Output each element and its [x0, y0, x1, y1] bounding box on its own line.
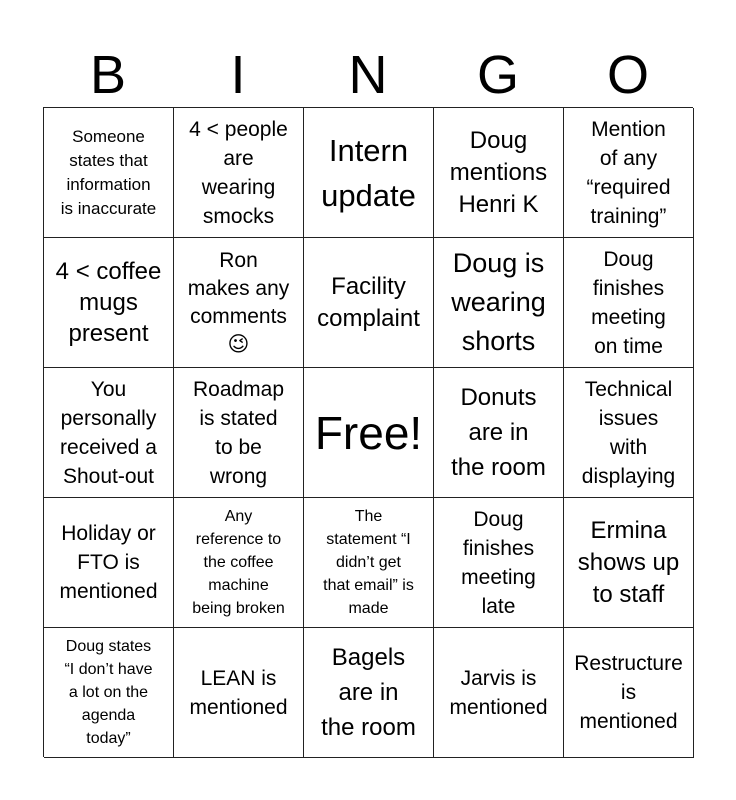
- bingo-cell-r1c4[interactable]: [434, 108, 564, 238]
- cell-text: Ron makes any comments 😉: [187, 248, 290, 356]
- bingo-cell-r1c5[interactable]: [564, 108, 694, 238]
- header-letter-g: G: [476, 45, 519, 105]
- header-letter-o: O: [606, 45, 649, 105]
- cell-text: Restructure is mentioned: [574, 652, 683, 733]
- bingo-cell-r3c1[interactable]: [44, 368, 174, 498]
- cell-text: Doug is wearing shorts: [451, 248, 546, 356]
- bingo-cell-r2c5[interactable]: [564, 238, 694, 368]
- bingo-cell-r2c4[interactable]: [434, 238, 564, 368]
- header-letter-b: B: [89, 45, 127, 105]
- cell-text: Technical issues with displaying: [581, 377, 676, 488]
- cell-text: Holiday or FTO is mentioned: [59, 522, 158, 603]
- cell-text: Mention of any “required training”: [586, 117, 671, 228]
- bingo-cell-r1c2[interactable]: [174, 108, 304, 238]
- bingo-board: [43, 107, 693, 757]
- cell-text: 4 < coffee mugs present: [55, 258, 162, 347]
- bingo-cell-r3c5[interactable]: [564, 368, 694, 498]
- bingo-cell-r2c2[interactable]: [174, 238, 304, 368]
- cell-text: Doug finishes meeting late: [461, 507, 536, 618]
- cell-text: 4 < people are wearing smocks: [189, 117, 288, 228]
- bingo-cell-r2c1[interactable]: [44, 238, 174, 368]
- cell-text: The statement “I didn’t get that email” is made: [323, 508, 414, 617]
- bingo-cell-r5c1[interactable]: [44, 628, 174, 758]
- cell-text: Doug states “I don’t have a lot on the agenda today”: [64, 638, 153, 747]
- bingo-cell-r4c5[interactable]: [564, 498, 694, 628]
- bingo-cell-r5c4[interactable]: [434, 628, 564, 758]
- bingo-cell-r3c3[interactable]: [304, 368, 434, 498]
- cell-text: Any reference to the coffee machine being broken: [192, 508, 285, 617]
- bingo-cell-r4c1[interactable]: [44, 498, 174, 628]
- bingo-cell-r3c4[interactable]: [434, 368, 564, 498]
- cell-text: Jarvis is mentioned: [449, 666, 548, 719]
- free-space-label: Free!: [314, 406, 423, 459]
- bingo-cell-r3c2[interactable]: [174, 368, 304, 498]
- bingo-cell-r1c3[interactable]: [304, 108, 434, 238]
- bingo-cell-r5c2[interactable]: [174, 628, 304, 758]
- cell-text: Roadmap is stated to be wrong: [192, 377, 285, 488]
- header-letter-i: I: [230, 45, 246, 105]
- bingo-cell-r5c3[interactable]: [304, 628, 434, 758]
- cell-text: Facility complaint: [317, 272, 420, 332]
- bingo-header: [43, 45, 693, 105]
- cell-text: Ermina shows up to staff: [577, 516, 680, 608]
- cell-text: Intern update: [321, 132, 416, 213]
- bingo-cell-r4c4[interactable]: [434, 498, 564, 628]
- cell-text: Bagels are in the room: [321, 644, 416, 741]
- bingo-cell-r1c1[interactable]: [44, 108, 174, 238]
- cell-text: LEAN is mentioned: [189, 666, 288, 719]
- bingo-cell-r5c5[interactable]: [564, 628, 694, 758]
- bingo-cell-r4c2[interactable]: [174, 498, 304, 628]
- cell-text: Doug finishes meeting on time: [591, 247, 666, 358]
- bingo-cell-r4c3[interactable]: [304, 498, 434, 628]
- cell-text: Donuts are in the room: [451, 384, 546, 481]
- cell-text: Someone states that information is inaccurate: [60, 126, 157, 218]
- bingo-cell-r2c3[interactable]: [304, 238, 434, 368]
- cell-text: Doug mentions Henri K: [449, 126, 548, 218]
- cell-text: You personally received a Shout-out: [60, 377, 157, 488]
- header-letter-n: N: [348, 45, 388, 105]
